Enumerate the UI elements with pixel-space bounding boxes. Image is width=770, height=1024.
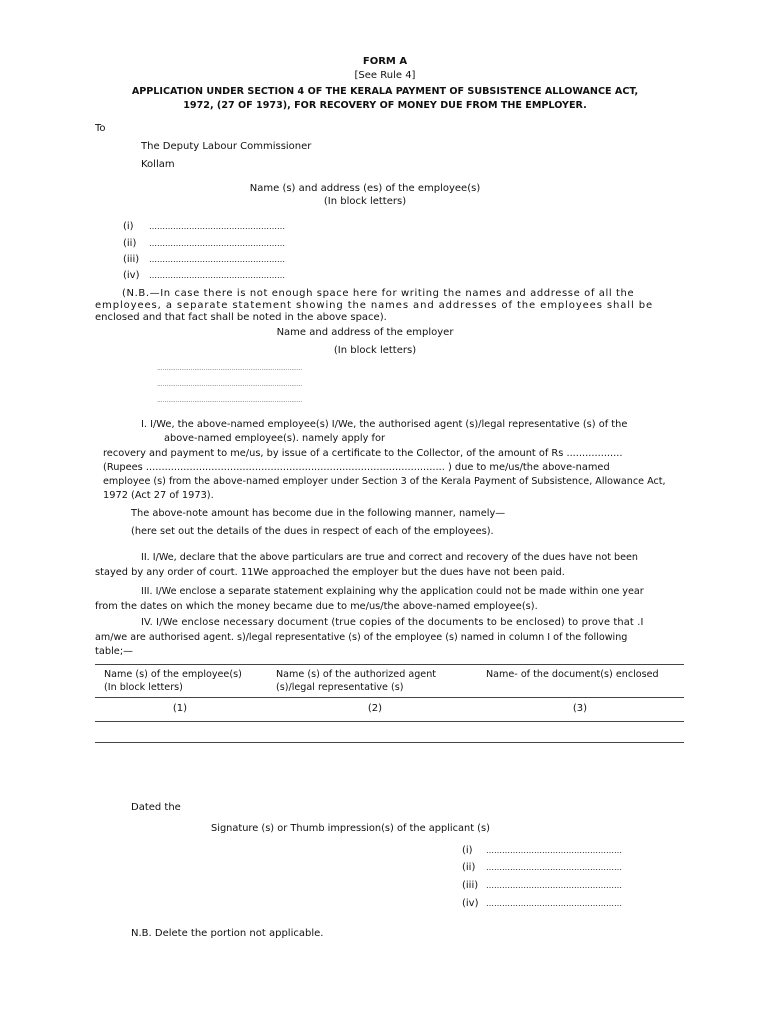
- employee-item-num: (iv): [123, 270, 140, 281]
- table-bottom-rule: [95, 742, 684, 743]
- signature-item-dots: ……………………………………………: [486, 846, 622, 855]
- employee-item-dots: ……………………………………………: [149, 222, 285, 231]
- paragraph-i-line7: The above-note amount has become due in the following manner, namely—: [131, 508, 506, 519]
- employee-item-dots: ……………………………………………: [149, 271, 285, 280]
- paragraph-i-line6: 1972 (Act 27 of 1973).: [103, 490, 214, 501]
- footer-note: N.B. Delete the portion not applicable.: [131, 928, 324, 939]
- employee-item-num: (i): [123, 221, 134, 232]
- signature-item-num: (iv): [462, 898, 479, 909]
- employer-line: ……………………………………………………………………: [157, 366, 303, 372]
- signature-item-num: (iii): [462, 880, 479, 891]
- table-col2-header: Name (s) of the authorized agent: [276, 669, 437, 680]
- signature-item-dots: ……………………………………………: [486, 899, 622, 908]
- employees-heading: Name (s) and address (es) of the employee(s): [249, 183, 481, 194]
- form-subtitle-line2: 1972, (27 OF 1973), FOR RECOVERY OF MONEY DUE FROM THE EMPLOYER.: [183, 100, 587, 111]
- table-header-rule: [95, 697, 684, 698]
- paragraph-iii-line2: from the dates on which the money became due to me/us/the above-named employee(s).: [95, 601, 538, 612]
- signature-item-dots: ……………………………………………: [486, 881, 622, 890]
- paragraph-i-line8: (here set out the details of the dues in respect of each of the employees).: [131, 526, 494, 537]
- addressee-to: To: [95, 123, 106, 134]
- form-subtitle-line1: APPLICATION UNDER SECTION 4 OF THE KERALA PAYMENT OF SUBSISTENCE ALLOWANCE ACT,: [131, 86, 639, 97]
- table-col1-number: (1): [172, 703, 188, 714]
- employees-subheading: (In block letters): [323, 196, 407, 207]
- table-col1-subheader: (In block letters): [104, 682, 183, 693]
- paragraph-iv-line1: IV. I/We enclose necessary document (true copies of the documents to be enclosed) to prove that .I: [141, 617, 644, 628]
- table-col3-header: Name- of the document(s) enclosed: [486, 669, 659, 680]
- paragraph-i-line5: employee (s) from the above-named employer under Section 3 of the Kerala Payment of Subsistence, Allowance Act,: [103, 476, 666, 487]
- table-col3-number: (3): [572, 703, 588, 714]
- table-top-rule: [95, 664, 684, 665]
- employees-note-line3: enclosed and that fact shall be noted in the above space).: [95, 312, 387, 323]
- employee-item-num: (iii): [123, 254, 140, 265]
- signature-item-num: (i): [462, 845, 473, 856]
- addressee-officer: The Deputy Labour Commissioner: [141, 141, 312, 152]
- table-col2-subheader: (s)/legal representative (s): [276, 682, 404, 693]
- paragraph-iv-line3: table;—: [95, 646, 133, 657]
- paragraph-iii-line1: III. I/We enclose a separate statement explaining why the application could not be made within one year: [141, 586, 644, 597]
- addressee-place: Kollam: [141, 159, 175, 170]
- paragraph-i-line3: recovery and payment to me/us, by issue of a certificate to the Collector, of the amount of Rs ..................: [103, 448, 623, 459]
- form-rule: [See Rule 4]: [354, 70, 416, 81]
- employees-note-line2: employees, a separate statement showing the names and addresses of the employees shall be: [95, 300, 654, 311]
- form-title: FORM A: [362, 56, 408, 67]
- table-col1-header: Name (s) of the employee(s): [104, 669, 242, 680]
- employer-heading: Name and address of the employer: [276, 327, 454, 338]
- employee-item-num: (ii): [123, 238, 137, 249]
- employer-subheading: (In block letters): [333, 345, 417, 356]
- dated-label: Dated the: [131, 802, 181, 813]
- employee-item-dots: ……………………………………………: [149, 255, 285, 264]
- paragraph-ii-line2: stayed by any order of court. 11We approached the employer but the dues have not been paid.: [95, 567, 565, 578]
- employees-note-line1: (N.B.—In case there is not enough space here for writing the names and addresse of all the: [122, 288, 635, 299]
- paragraph-i-line1: I. I/We, the above-named employee(s) I/We, the authorised agent (s)/legal representative (s) of the: [141, 419, 628, 430]
- paragraph-i-line4: (Rupees ................................................................................................ ) due to me/us/the above-named: [103, 462, 610, 473]
- table-number-rule: [95, 721, 684, 722]
- employer-line: ……………………………………………………………………: [157, 398, 303, 404]
- signature-item-dots: ……………………………………………: [486, 863, 622, 872]
- employer-line: ……………………………………………………………………: [157, 382, 303, 388]
- employee-item-dots: ……………………………………………: [149, 239, 285, 248]
- paragraph-i-line2: above-named employee(s). namely apply for: [164, 433, 385, 444]
- signature-label: Signature (s) or Thumb impression(s) of the applicant (s): [211, 823, 490, 834]
- paragraph-iv-line2: am/we are authorised agent. s)/legal representative (s) of the employee (s) named in column I of the following: [95, 632, 628, 643]
- signature-item-num: (ii): [462, 862, 476, 873]
- table-col2-number: (2): [367, 703, 383, 714]
- paragraph-ii-line1: II. I/We, declare that the above particulars are true and correct and recovery of the dues have not been: [141, 552, 638, 563]
